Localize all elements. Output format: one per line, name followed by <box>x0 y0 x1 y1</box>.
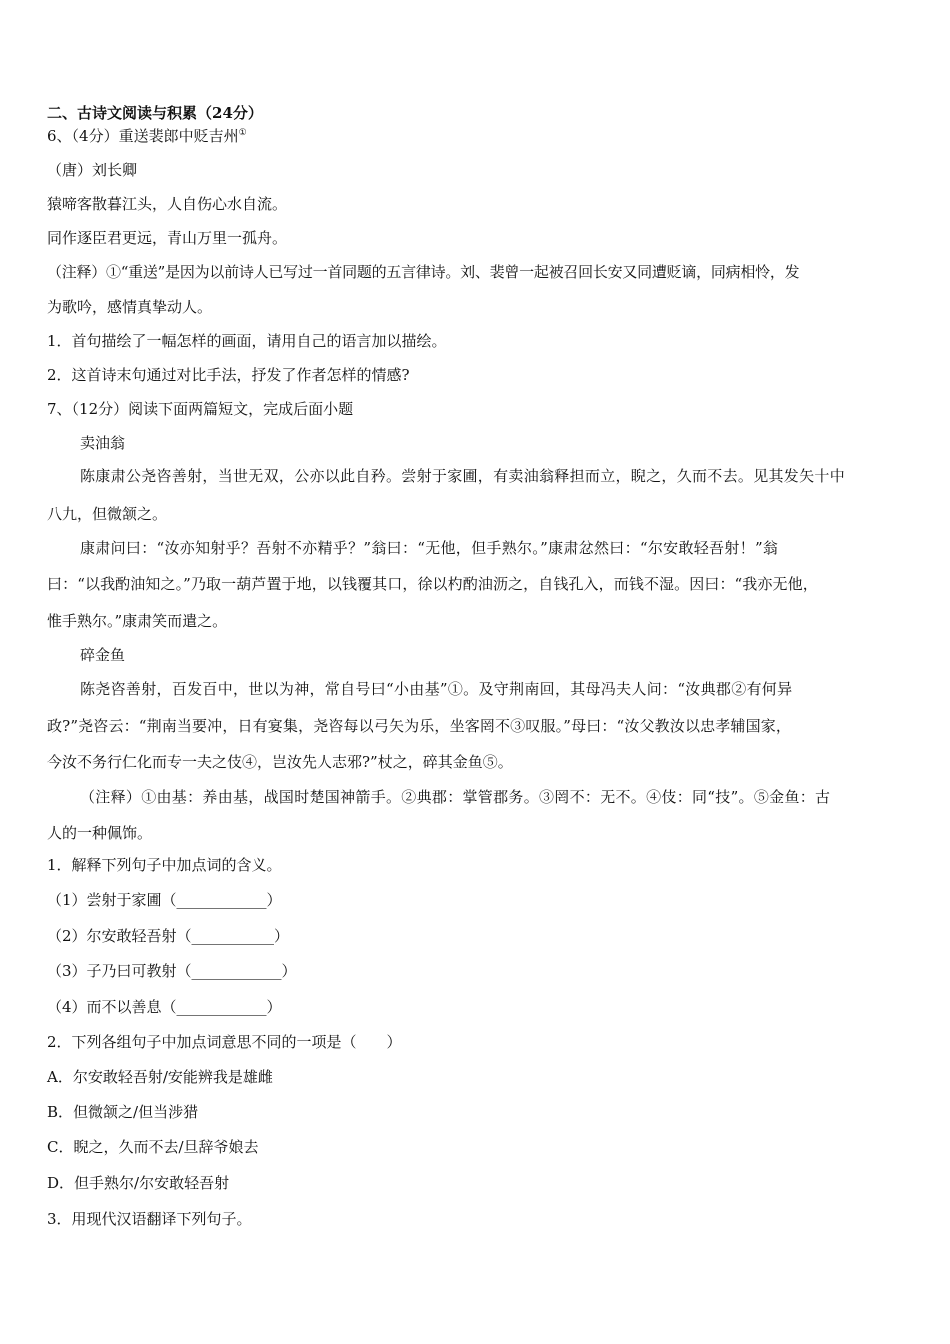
q6-question: 2．这首诗末句通过对比手法，抒发了作者怎样的情感? <box>47 366 410 384</box>
text1-line: 陈康肃公尧咨善射，当世无双，公亦以此自矜。尝射于家圃，有卖油翁释担而立，睨之，久而不去。见其发矢十中 <box>80 467 846 485</box>
q6-header-text: 6、（4分）重送裴郎中贬吉州 <box>47 127 239 145</box>
sub1-item: （4）而不以善息（____________） <box>47 998 282 1016</box>
sub2-option: C．睨之，久而不去/旦辞爷娘去 <box>47 1138 259 1156</box>
q6-author: （唐）刘长卿 <box>47 161 138 179</box>
sub2-option: D．但手熟尔/尔安敢轻吾射 <box>47 1174 230 1192</box>
q6-note-line: （注释）①“重送”是因为以前诗人已写过一首同题的五言律诗。刘、裴曾一起被召回长安又同遭贬谪，同病相怜，发 <box>47 263 800 281</box>
q6-footnote-mark: ① <box>238 128 247 138</box>
text1-line: 惟手熟尔。”康肃笑而遣之。 <box>47 612 228 630</box>
text1-line: 八九，但微颔之。 <box>47 505 168 523</box>
text2-line: 陈尧咨善射，百发百中，世以为神，常自号曰“小由基”①。及守荆南回，其母冯夫人问：“汝典郡②有何异 <box>80 680 793 698</box>
q6-question: 1．首句描绘了一幅怎样的画面，请用自己的语言加以描绘。 <box>47 332 447 350</box>
sub1-item: （2）尔安敢轻吾射（___________） <box>47 927 290 945</box>
sub1-item: （3）子乃曰可教射（____________） <box>47 962 297 980</box>
text1-line: 曰：“以我酌油知之。”乃取一葫芦置于地，以钱覆其口，徐以杓酌油沥之，自钱孔入，而钱不湿。因曰：“我亦无他， <box>47 575 818 593</box>
text2-line: 今汝不务行仁化而专一夫之伎④，岂汝先人志邪?”杖之，碎其金鱼⑤。 <box>47 753 513 771</box>
sub1-stem: 1．解释下列句子中加点词的含义。 <box>47 856 282 874</box>
sub3-stem: 3．用现代汉语翻译下列句子。 <box>47 1210 252 1228</box>
sub2-option: A．尔安敢轻吾射/安能辨我是雄雌 <box>47 1068 273 1086</box>
q7-header: 7、（12分）阅读下面两篇短文，完成后面小题 <box>47 400 354 418</box>
poem-line: 猿啼客散暮江头，人自伤心水自流。 <box>47 195 288 213</box>
text1-title: 卖油翁 <box>80 434 126 452</box>
sub1-item: （1）尝射于家圃（____________） <box>47 891 282 909</box>
poem-line: 同作逐臣君更远，青山万里一孤舟。 <box>47 229 288 247</box>
text2-title: 碎金鱼 <box>80 646 126 664</box>
sub2-stem: 2．下列各组句子中加点词意思不同的一项是（ ） <box>47 1033 402 1051</box>
q6-note-line: 为歌吟，感情真挚动人。 <box>47 298 213 316</box>
q7-note-line: 人的一种佩饰。 <box>47 824 153 842</box>
text2-line: 政?”尧咨云：“荆南当要冲，日有宴集，尧咨每以弓矢为乐，坐客罔不③叹服。”母曰：“汝父教汝以忠孝辅国家， <box>47 717 792 735</box>
section-heading: 二、古诗文阅读与积累（24分） <box>47 104 263 122</box>
sub2-option: B．但微颔之/但当涉猎 <box>47 1103 199 1121</box>
q7-note-line: （注释）①由基：养由基，战国时楚国神箭手。②典郡：掌管郡务。③罔不：无不。④伎：同“技”。⑤金鱼：古 <box>80 788 831 806</box>
text1-line: 康肃问曰：“汝亦知射乎？吾射不亦精乎？”翁曰：“无他，但手熟尔。”康肃忿然曰：“尔安敢轻吾射！”翁 <box>80 539 779 557</box>
q6-header <box>47 126 247 146</box>
